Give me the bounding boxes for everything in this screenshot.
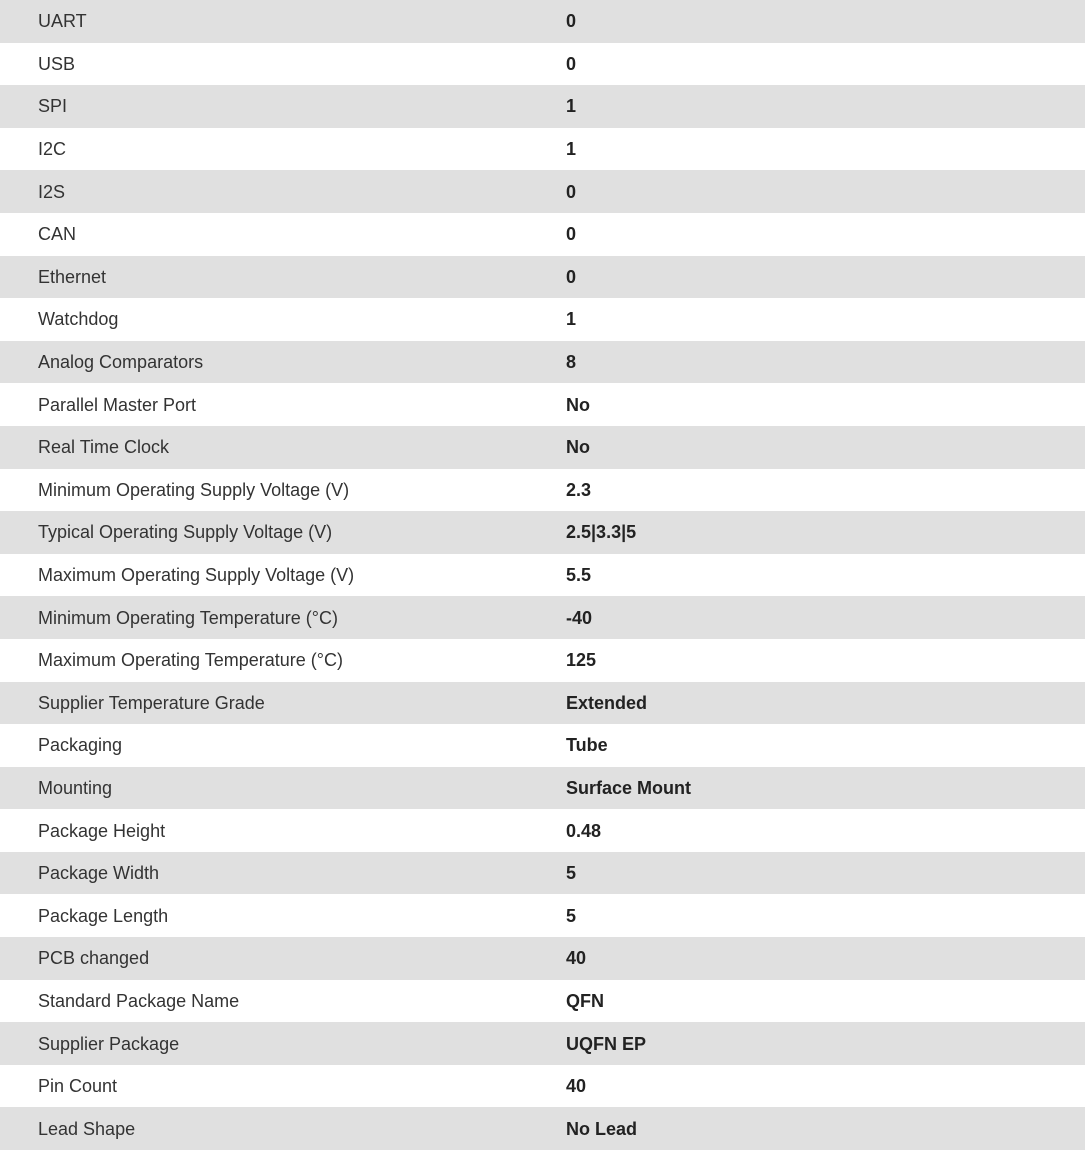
spec-label: Maximum Operating Temperature (°C)	[38, 650, 343, 671]
spec-row	[0, 1022, 1085, 1065]
spec-value: 1	[566, 96, 577, 117]
spec-label: UART	[38, 11, 87, 32]
spec-value: 125	[566, 650, 597, 671]
spec-value: 1	[566, 309, 577, 330]
spec-label: Package Height	[38, 820, 166, 841]
spec-label: Packaging	[38, 735, 123, 756]
spec-value: 2.3	[566, 479, 592, 500]
spec-label: Typical Operating Supply Voltage (V)	[38, 522, 333, 543]
spec-label: Ethernet	[38, 266, 107, 287]
spec-row	[0, 298, 1085, 341]
spec-value: Tube	[566, 735, 608, 756]
spec-value: 0	[566, 266, 577, 287]
spec-value: QFN	[566, 990, 604, 1011]
spec-value: No	[566, 437, 590, 458]
spec-row	[0, 809, 1085, 852]
spec-value: Extended	[566, 692, 648, 713]
spec-row	[0, 426, 1085, 469]
spec-label: CAN	[38, 224, 77, 245]
spec-row	[0, 0, 1085, 43]
spec-label: Pin Count	[38, 1076, 118, 1097]
spec-label: Standard Package Name	[38, 990, 240, 1011]
spec-label: Real Time Clock	[38, 437, 170, 458]
spec-row	[0, 213, 1085, 256]
spec-row	[0, 554, 1085, 597]
spec-row	[0, 43, 1085, 86]
spec-row	[0, 682, 1085, 725]
spec-label: PCB changed	[38, 948, 150, 969]
spec-row	[0, 383, 1085, 426]
spec-row	[0, 256, 1085, 299]
spec-label: Lead Shape	[38, 1118, 136, 1139]
spec-value: 1	[566, 139, 577, 160]
spec-label: I2C	[38, 139, 67, 160]
spec-label: Maximum Operating Supply Voltage (V)	[38, 565, 355, 586]
spec-row	[0, 980, 1085, 1023]
spec-value: -40	[566, 607, 593, 628]
spec-value: 5.5	[566, 565, 592, 586]
spec-label: I2S	[38, 181, 66, 202]
spec-row	[0, 511, 1085, 554]
spec-row	[0, 170, 1085, 213]
spec-label: USB	[38, 53, 76, 74]
spec-row	[0, 724, 1085, 767]
spec-value: 40	[566, 1076, 587, 1097]
spec-row	[0, 469, 1085, 512]
spec-row	[0, 767, 1085, 810]
spec-value: 0.48	[566, 820, 602, 841]
spec-label: Parallel Master Port	[38, 394, 197, 415]
spec-label: Package Length	[38, 905, 169, 926]
spec-value: 5	[566, 905, 577, 926]
spec-row	[0, 1065, 1085, 1108]
spec-value: No	[566, 394, 590, 415]
spec-label: SPI	[38, 96, 68, 117]
spec-row	[0, 596, 1085, 639]
spec-value: 0	[566, 181, 577, 202]
spec-label: Minimum Operating Temperature (°C)	[38, 607, 338, 628]
spec-label: Supplier Temperature Grade	[38, 692, 265, 713]
spec-value: 0	[566, 11, 577, 32]
spec-row	[0, 894, 1085, 937]
spec-value: 5	[566, 863, 577, 884]
spec-value: 0	[566, 53, 577, 74]
spec-value: UQFN EP	[566, 1033, 647, 1054]
spec-label: Watchdog	[38, 309, 119, 330]
spec-value: No Lead	[566, 1118, 638, 1139]
spec-row	[0, 1107, 1085, 1150]
spec-row	[0, 128, 1085, 171]
spec-value: 2.5|3.3|5	[566, 522, 637, 543]
spec-value: Surface Mount	[566, 777, 692, 798]
spec-row	[0, 639, 1085, 682]
spec-label: Supplier Package	[38, 1033, 180, 1054]
spec-label: Analog Comparators	[38, 352, 204, 373]
spec-value: 0	[566, 224, 577, 245]
spec-value: 40	[566, 948, 587, 969]
spec-label: Package Width	[38, 863, 160, 884]
spec-value: 8	[566, 352, 577, 373]
spec-row	[0, 341, 1085, 384]
spec-row	[0, 852, 1085, 895]
spec-row	[0, 85, 1085, 128]
spec-label: Mounting	[38, 777, 113, 798]
spec-label: Minimum Operating Supply Voltage (V)	[38, 479, 350, 500]
spec-row	[0, 937, 1085, 980]
